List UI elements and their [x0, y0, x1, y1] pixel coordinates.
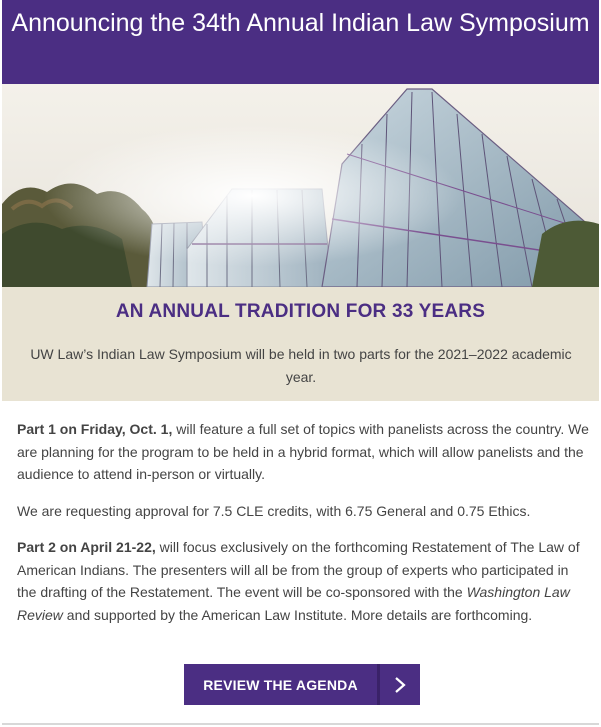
divider — [2, 723, 599, 725]
journal-name: Washington Law Review — [17, 584, 570, 623]
part1-paragraph — [17, 418, 589, 486]
section-heading: AN ANNUAL TRADITION FOR 33 YEARS — [115, 301, 486, 322]
intro-text: UW Law’s Indian Law Symposium will be held in two parts for the 2021–2022 academic year. — [30, 346, 572, 385]
part2-paragraph — [17, 536, 589, 626]
chevron-right-icon — [380, 676, 420, 694]
review-agenda-label: REVIEW THE AGENDA — [203, 676, 358, 693]
part2-text: will focus exclusively on the forthcoming Restatement of The Law of American Indians. The presenters will all be from the group of experts who participated in the drafting of the Restatement. The event will be co-sponsored with the — [17, 539, 580, 600]
hero-image — [2, 84, 599, 287]
part1-date: Part 1 on Friday, Oct. 1, — [17, 421, 173, 437]
body-content — [17, 418, 589, 640]
part2-date: Part 2 on April 21-22, — [17, 539, 156, 555]
tradition-band — [2, 287, 599, 401]
cle-paragraph: We are requesting approval for 7.5 CLE credits, with 6.75 General and 0.75 Ethics. — [17, 502, 531, 519]
header-banner — [2, 0, 599, 84]
page-title: Announcing the 34th Annual Indian Law Symposium — [11, 9, 590, 37]
part2-text-end: and supported by the American Law Institute. More details are forthcoming. — [62, 606, 533, 623]
review-agenda-button[interactable] — [184, 664, 420, 705]
part1-text: will feature a full set of topics with panelists across the country. We are planning for the program to be held in a hybrid format, which will allow panelists and the audience to attend in-person or virtually. — [17, 421, 589, 482]
